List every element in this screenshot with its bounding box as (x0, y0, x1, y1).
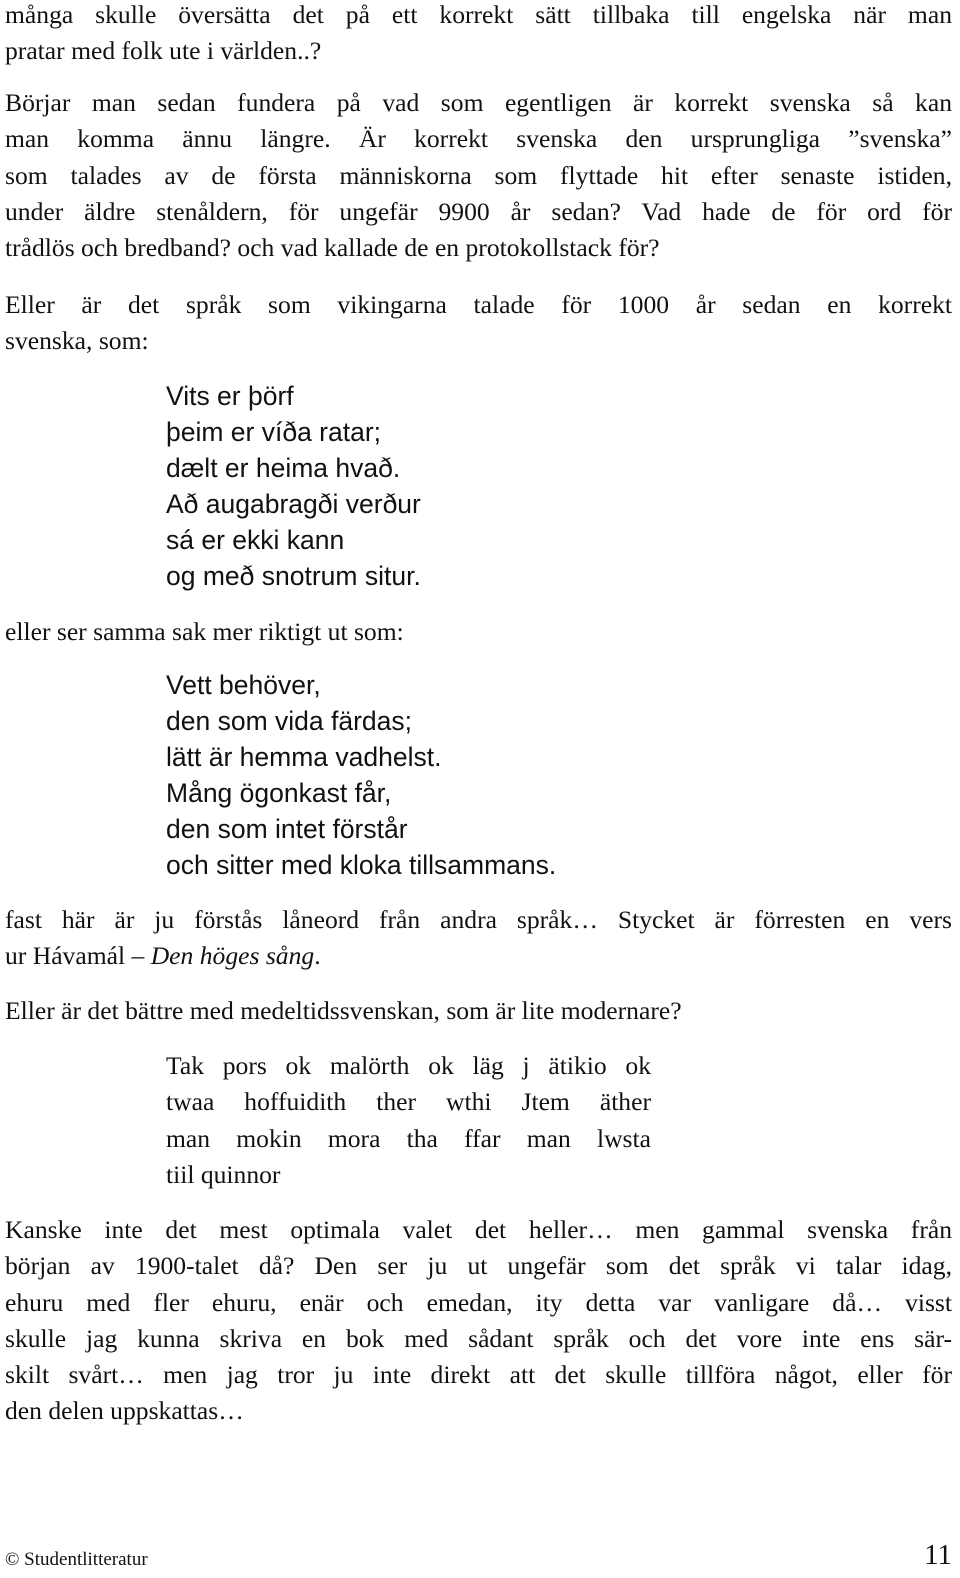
verse-line: Vett behöver, (166, 670, 321, 700)
verse-line: Mång ögonkast får, (166, 778, 392, 809)
verse-line: og með snotrum situr. (166, 561, 421, 592)
verse-line: Að augabragði verður (166, 489, 421, 520)
verse-line: þeim er víða ratar; (166, 417, 382, 448)
footer-publisher: © Studentlitteratur (5, 1549, 148, 1570)
verse-line: tiil quinnor (166, 1159, 281, 1189)
paragraph-or-rather (5, 614, 952, 650)
text-line: början av 1900-talet då? Den ser ju ut ungefär som det språk vi talar idag, (5, 1251, 952, 1281)
verse-line: lätt är hemma vadhelst. (166, 742, 442, 773)
text-line (5, 938, 952, 974)
paragraph-correct-swedish (5, 85, 952, 266)
verse-icelandic (166, 378, 421, 595)
verse-swedish (166, 667, 556, 884)
text-line: eller ser samma sak mer riktigt ut som: (5, 617, 404, 646)
text-line: Kanske inte det mest optimala valet det heller… men gammal svenska från (5, 1215, 952, 1244)
paragraph-loanwords (5, 902, 952, 975)
text-line: ehuru med fler ehuru, enär och emedan, ity detta var vanligare då… visst (5, 1287, 952, 1317)
text-line: skulle jag kunna skriva en bok med sådant språk och det vore inte ens sär- (5, 1323, 952, 1353)
text-line: svenska, som: (5, 326, 149, 356)
verse-line: Tak pors ok malörth ok läg j ätikio ok (166, 1051, 651, 1080)
verse-line: Vits er þörf (166, 381, 294, 411)
text-line: som talades av de första människorna som flyttade hit efter senaste istiden, (5, 160, 952, 190)
verse-line: dælt er heima hvað. (166, 453, 401, 484)
verse-line: sá er ekki kann (166, 525, 345, 556)
text-line: Börjar man sedan fundera på vad som egentligen är korrekt svenska så kan (5, 88, 952, 117)
text-line: pratar med folk ute i världen..? (5, 36, 322, 66)
work-title: Den höges sång (150, 941, 315, 971)
verse-line: den som intet förstår (166, 814, 408, 845)
text-run: ur Hávamál – (5, 941, 151, 971)
text-line: trådlös och bredband? och vad kallade de en protokollstack för? (5, 233, 660, 263)
text-line: fast här är ju förstås låneord från andra språk… Stycket är förresten en vers (5, 905, 952, 934)
text-line: man komma ännu längre. Är korrekt svenska den ursprungliga ”svenska” (5, 124, 952, 154)
verse-line: och sitter med kloka tillsammans. (166, 850, 557, 881)
text-run: . (314, 941, 321, 971)
text-line: Eller är det språk som vikingarna talade för 1000 år sedan en korrekt (5, 290, 952, 319)
verse-line: twaa hoffuidith ther wthi Jtem äther (166, 1087, 651, 1117)
verse-line: man mokin mora tha ffar man lwsta (166, 1123, 651, 1153)
text-line: skilt svårt… men jag tror ju inte direkt att det skulle tillföra något, eller för (5, 1360, 952, 1390)
paragraph-medieval-question (5, 993, 952, 1029)
paragraph-1900s-swedish (5, 1212, 952, 1430)
text-line: under äldre stenåldern, för ungefär 9900 år sedan? Vad hade de för ord för (5, 196, 952, 226)
verse-line: den som vida färdas; (166, 706, 412, 737)
paragraph-intro-continuation (5, 0, 952, 70)
text-line: Eller är det bättre med medeltidssvenskan, som är lite modernare? (5, 996, 682, 1025)
verse-medieval (166, 1048, 651, 1193)
text-line: den delen uppskattas… (5, 1396, 244, 1426)
paragraph-vikings (5, 287, 952, 360)
text-line: många skulle översätta det på ett korrekt sätt tillbaka till engelska när man (5, 0, 952, 29)
page-number: 11 (924, 1539, 952, 1571)
